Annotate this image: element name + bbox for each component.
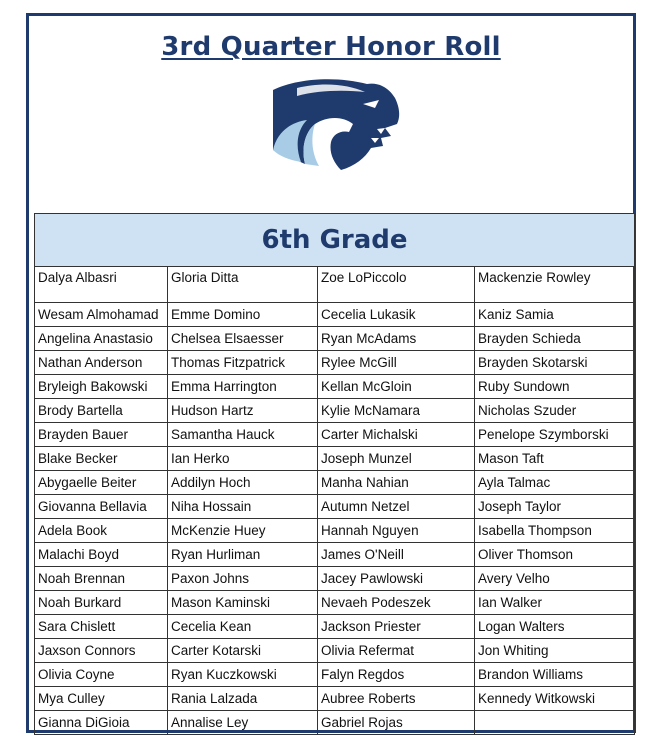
student-name-cell: Penelope Szymborski	[475, 423, 635, 447]
table-row	[35, 495, 635, 519]
student-name-cell: Wesam Almohamad	[35, 303, 168, 327]
table-row	[35, 327, 635, 351]
student-name-cell: Nevaeh Podeszek	[318, 591, 475, 615]
student-name-cell: Kellan McGloin	[318, 375, 475, 399]
student-name-cell: Kennedy Witkowski	[475, 687, 635, 711]
student-name-cell: Kaniz Samia	[475, 303, 635, 327]
table-row	[35, 591, 635, 615]
student-name-cell: Olivia Coyne	[35, 663, 168, 687]
table-row	[35, 639, 635, 663]
table-row	[35, 615, 635, 639]
student-name-cell: Adela Book	[35, 519, 168, 543]
student-list	[35, 267, 635, 735]
student-name-cell: Joseph Munzel	[318, 447, 475, 471]
honor-roll-table	[34, 213, 635, 735]
student-name-cell: Joseph Taylor	[475, 495, 635, 519]
student-name-cell: Blake Becker	[35, 447, 168, 471]
student-name-cell: Jackson Priester	[318, 615, 475, 639]
student-name-cell: Paxon Johns	[168, 567, 318, 591]
table-row	[35, 447, 635, 471]
student-name-cell: Malachi Boyd	[35, 543, 168, 567]
student-name-cell: Samantha Hauck	[168, 423, 318, 447]
grade-heading: 6th Grade	[35, 214, 635, 267]
student-name-cell: Rania Lalzada	[168, 687, 318, 711]
wildcat-head-logo-icon	[267, 76, 407, 176]
student-name-cell: Jacey Pawlowski	[318, 567, 475, 591]
student-name-cell: Gianna DiGioia	[35, 711, 168, 735]
student-name-cell: Gabriel Rojas	[318, 711, 475, 735]
student-name-cell: McKenzie Huey	[168, 519, 318, 543]
student-name-cell: Ryan Kuczkowski	[168, 663, 318, 687]
table-row	[35, 519, 635, 543]
student-name-cell: Dalya Albasri	[35, 267, 168, 303]
table-row	[35, 471, 635, 495]
student-name-cell: Mackenzie Rowley	[475, 267, 635, 303]
student-name-cell: Giovanna Bellavia	[35, 495, 168, 519]
student-name-cell: Cecelia Kean	[168, 615, 318, 639]
student-name-cell: Ian Herko	[168, 447, 318, 471]
student-name-cell: Carter Michalski	[318, 423, 475, 447]
table-row	[35, 375, 635, 399]
student-name-cell: Brody Bartella	[35, 399, 168, 423]
student-name-cell: Brandon Williams	[475, 663, 635, 687]
table-row	[35, 687, 635, 711]
student-name-cell: Sara Chislett	[35, 615, 168, 639]
student-name-cell: Oliver Thomson	[475, 543, 635, 567]
student-name-cell: Isabella Thompson	[475, 519, 635, 543]
student-name-cell: Abygaelle Beiter	[35, 471, 168, 495]
student-name-cell: Ayla Talmac	[475, 471, 635, 495]
student-name-cell: Ruby Sundown	[475, 375, 635, 399]
student-name-cell: Kylie McNamara	[318, 399, 475, 423]
student-name-cell: Zoe LoPiccolo	[318, 267, 475, 303]
student-name-cell: Mason Kaminski	[168, 591, 318, 615]
student-name-cell: Brayden Schieda	[475, 327, 635, 351]
student-name-cell: Autumn Netzel	[318, 495, 475, 519]
table-row	[35, 267, 635, 303]
table-row	[35, 663, 635, 687]
table-row	[35, 399, 635, 423]
student-name-cell: Ryan McAdams	[318, 327, 475, 351]
student-name-cell: Mason Taft	[475, 447, 635, 471]
student-name-cell: Nicholas Szuder	[475, 399, 635, 423]
student-name-cell: Ian Walker	[475, 591, 635, 615]
student-name-cell: Noah Burkard	[35, 591, 168, 615]
table-row	[35, 711, 635, 735]
student-name-cell: Emma Harrington	[168, 375, 318, 399]
student-name-cell: Brayden Bauer	[35, 423, 168, 447]
student-name-cell: Carter Kotarski	[168, 639, 318, 663]
student-name-cell: Falyn Regdos	[318, 663, 475, 687]
student-name-cell: Hudson Hartz	[168, 399, 318, 423]
page-title: 3rd Quarter Honor Roll	[161, 32, 501, 62]
student-name-cell: Chelsea Elsaesser	[168, 327, 318, 351]
table-row	[35, 543, 635, 567]
honor-roll-page	[26, 13, 636, 733]
student-name-cell: Emme Domino	[168, 303, 318, 327]
student-name-cell: Annalise Ley	[168, 711, 318, 735]
student-name-cell: Ryan Hurliman	[168, 543, 318, 567]
student-name-cell: James O'Neill	[318, 543, 475, 567]
table-row	[35, 567, 635, 591]
student-name-cell: Manha Nahian	[318, 471, 475, 495]
student-name-cell: Brayden Skotarski	[475, 351, 635, 375]
student-name-cell: Hannah Nguyen	[318, 519, 475, 543]
student-name-cell: Addilyn Hoch	[168, 471, 318, 495]
student-name-cell: Gloria Ditta	[168, 267, 318, 303]
table-row	[35, 351, 635, 375]
student-name-cell: Jaxson Connors	[35, 639, 168, 663]
student-name-cell: Angelina Anastasio	[35, 327, 168, 351]
student-name-cell: Bryleigh Bakowski	[35, 375, 168, 399]
student-name-cell: Jon Whiting	[475, 639, 635, 663]
table-row	[35, 303, 635, 327]
student-name-cell: Thomas Fitzpatrick	[168, 351, 318, 375]
student-name-cell: Niha Hossain	[168, 495, 318, 519]
student-name-cell: Noah Brennan	[35, 567, 168, 591]
student-name-cell: Rylee McGill	[318, 351, 475, 375]
student-name-cell: Mya Culley	[35, 687, 168, 711]
student-name-cell: Olivia Refermat	[318, 639, 475, 663]
student-name-cell: Nathan Anderson	[35, 351, 168, 375]
student-name-cell: Aubree Roberts	[318, 687, 475, 711]
table-row	[35, 423, 635, 447]
student-name-cell: Avery Velho	[475, 567, 635, 591]
student-name-cell	[475, 711, 635, 735]
student-name-cell: Logan Walters	[475, 615, 635, 639]
student-name-cell: Cecelia Lukasik	[318, 303, 475, 327]
